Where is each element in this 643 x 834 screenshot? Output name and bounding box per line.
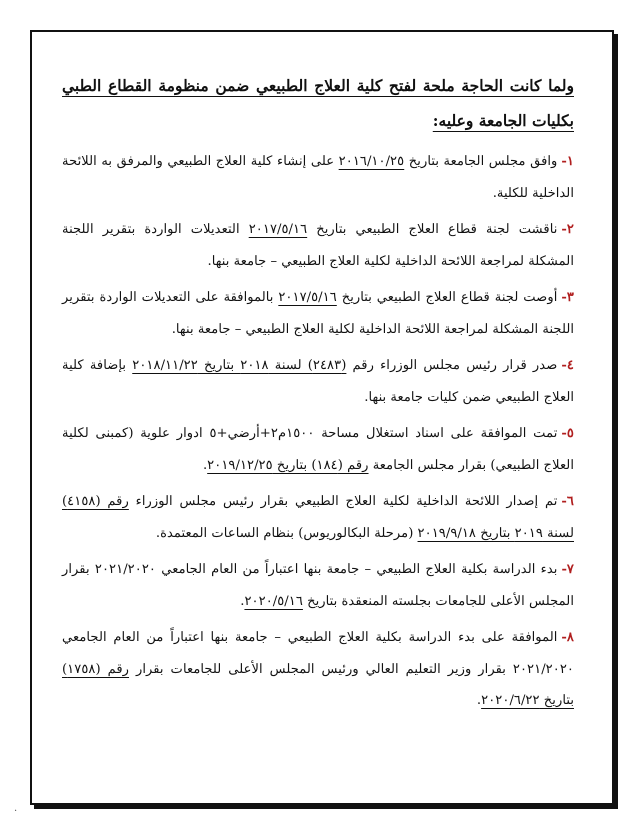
item-text: ناقشت لجنة قطاع العلاج الطبيعي بتاريخ [307,222,558,237]
item-number: ٦- [561,494,574,509]
list-item [62,418,574,481]
item-text: . [240,593,245,609]
section-heading-text: ولما كانت الحاجة ملحة لفتح كلية العلاج الطبيعي ضمن منظومة القطاع الطبي بكليات الجامعة وعليه: [62,76,574,130]
item-text: وافق مجلس الجامعة بتاريخ [404,154,558,169]
item-decree-reference: رقم (٤١٥٨) لسنة ٢٠١٩ بتاريخ ٢٠١٩/٩/١٨ [62,494,574,541]
item-text: تمت الموافقة على اسناد استغلال مساحة ١٥٠٠م٢+أرضي+٥ ادوار علوية (كمبنى لكلية العلاج الطبيعي) بقرار مجلس الجامعة [62,426,574,473]
list-item [62,554,574,617]
item-text: صدر قرار رئيس مجلس الوزراء رقم [346,358,558,373]
numbered-list [62,146,574,717]
item-text: بدء الدراسة بكلية العلاج الطبيعي – جامعة بنها اعتباراً من العام الجامعي ٢٠٢١/٢٠٢٠ بقرار المجلس الأعلى للجامعات بجلسته المنعقدة بتاريخ [62,562,574,609]
item-number: ٥- [561,426,574,441]
list-item [62,146,574,209]
list-item [62,350,574,413]
item-number: ٧- [561,562,575,577]
page-border-shadow-bottom [34,805,618,809]
item-number: ٣- [561,290,574,305]
item-number: ٢- [561,222,574,237]
list-item [62,214,574,277]
document-body [62,68,574,722]
page-border-shadow-right [614,34,618,809]
section-heading [62,68,574,138]
item-text: تم إصدار اللائحة الداخلية لكلية العلاج الطبيعي بقرار رئيس مجلس الوزراء [128,494,558,509]
item-text: . [476,693,482,708]
item-text: على إنشاء كلية العلاج الطبيعي والمرفق به اللائحة الداخلية للكلية. [62,154,574,201]
item-date: ٢٠١٧/٥/١٦ [278,290,337,305]
list-item [62,486,574,549]
item-number: ١- [561,154,574,169]
item-decree-reference: رقم (١٧٥٨) بتاريخ ٢٠٢٠/٦/٢٢ [62,661,574,708]
item-text: أوصت لجنة قطاع العلاج الطبيعي بتاريخ [336,290,558,305]
item-decree-reference: رقم (١٨٤) بتاريخ ٢٠١٩/١٢/٢٥ [207,457,369,473]
item-text: . [202,457,208,473]
item-text: التعديلات الواردة بتقرير اللجنة المشكلة لمراجعة اللائحة الداخلية لكلية العلاج الطبيعي – جامعة بنها. [62,222,574,269]
item-text: (مرحلة البكالوريوس) بنظام الساعات المعتمدة. [155,525,418,541]
item-text: بإضافة كلية العلاج الطبيعي ضمن كليات جامعة بنها. [62,358,574,405]
list-item [62,622,574,717]
item-number: ٨- [561,630,574,645]
list-item [62,282,574,345]
item-date: ٢٠١٦/١٠/٢٥ [338,154,405,169]
item-date: ٢٠٢٠/٥/١٦ [244,593,303,609]
item-date: ٢٠١٧/٥/١٦ [248,222,308,237]
item-number: ٤- [561,358,574,373]
item-decree-reference: (٢٤٨٣) لسنة ٢٠١٨ بتاريخ ٢٠١٨/١١/٢٢ [132,358,347,373]
margin-mark: . [14,803,18,814]
item-text: بالموافقة على التعديلات الواردة بتقرير اللجنة المشكلة لمراجعة اللائحة الداخلية لكلية العلاج الطبيعي – جامعة بنها. [62,290,574,337]
item-text: الموافقة على بدء الدراسة بكلية العلاج الطبيعي – جامعة بنها اعتباراً من العام الجامعي ٢٠٢١/٢٠٢٠ بقرار وزير التعليم العالي ورئيس المجلس الأعلى للجامعات بقرار [62,630,574,677]
